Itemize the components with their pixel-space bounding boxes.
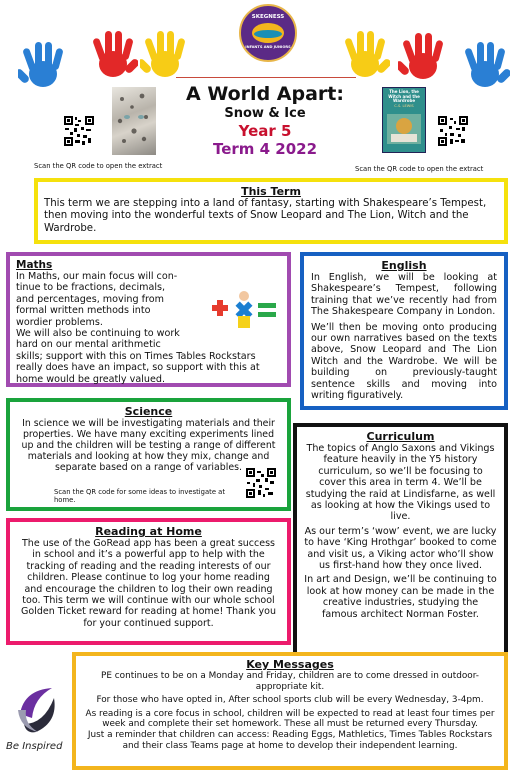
maths-line: In Maths, our main focus will con- xyxy=(16,271,178,282)
key-message: Just a reminder that children can access: Reading Eggs, Mathletics, Times Tables Rockstars and their class Teams page at home to develop their independent learning. xyxy=(87,729,493,751)
scan-caption-right: Scan the QR code to open the extract xyxy=(355,165,484,173)
science-box xyxy=(6,398,291,511)
curriculum-paragraph-1: The topics of Anglo Saxons and Vikings feature heavily in the Y5 history curriculum, so we’ll be focusing to cover this area in term 4. We’ll be studying the raid at Lindisfarne, as well as looking at how the Vikings used to live. xyxy=(305,443,496,523)
curriculum-box xyxy=(293,423,508,666)
this-term-body: This term we are stepping into a land of fantasy, starting with Shakespeare’s Tempest, then moving into the wonderful texts of Snow Leopard and The Lion, Witch and the Wardrobe. xyxy=(44,198,487,234)
maths-line: wordier problems. xyxy=(16,316,103,328)
qr-code-right xyxy=(438,116,468,146)
curriculum-paragraph-3: In art and Design, we’ll be continuing to look at how money can be made in the creative industries, studying the famous architect Norman Foster. xyxy=(304,574,497,620)
blue-hand-icon xyxy=(460,38,510,94)
science-heading: Science xyxy=(124,405,173,418)
curriculum-heading: Curriculum xyxy=(366,430,435,443)
reading-heading: Reading at Home xyxy=(95,525,202,538)
key-message: PE continues to be on a Monday and Friday, children are to come dressed in outdoor-appropriate kit. xyxy=(100,671,479,692)
school-logo xyxy=(239,4,297,62)
reading-body: The use of the GoRead app has been a great success in school and it’s a powerful app to help with the tracking of reading and the reading interests of our children. Please continue to log your home reading and encourage the children to log their own reading too. This term we will continue with our whole school Golden Ticket reward for reading at home! Thank you for your continued support. xyxy=(21,538,276,629)
this-term-box xyxy=(34,178,508,244)
english-paragraph-2: We’ll then be moving onto producing our own narratives based on the texts above, Snow Leopard and The Lion Witch and the Wardrobe. We will be building on previously-taught sentence skills and moving into writing figuratively. xyxy=(311,321,497,402)
book-title-text: The Lion, the Witch and the Wardrobe xyxy=(388,89,420,104)
english-paragraph-1: In English, we will be looking at Shakespeare’s Tempest, following training that we’ve recently had from The Shakespeare Company in London. xyxy=(311,272,497,318)
qr-code-left xyxy=(64,116,94,146)
science-qr-caption: Scan the QR code for some ideas to investigate at home. xyxy=(54,488,226,505)
key-message: As reading is a core focus in school, children will be expected to read at least four times per week and complete their set homework. These all must be returned every Thursday. xyxy=(85,708,495,730)
book-cover-image xyxy=(382,87,426,153)
yellow-hand-icon xyxy=(140,26,190,82)
key-messages-heading: Key Messages xyxy=(246,658,334,671)
be-inspired-logo-icon xyxy=(14,684,60,736)
footer-motto: Be Inspired xyxy=(6,741,63,752)
maths-symbols-icon xyxy=(208,290,280,330)
maths-heading: Maths xyxy=(16,259,53,271)
science-body: In science we will be investigating materials and their properties. We have many exciting experiments lined up and the children will be testing a range of different materials and looking at how they mix, change and separate based on a range of variables. xyxy=(21,418,276,473)
term-label: Term 4 2022 xyxy=(212,140,318,158)
reading-box xyxy=(6,518,291,645)
maths-line: and percentages, moving from xyxy=(16,293,164,305)
logo-text-top: SKEGNESS xyxy=(251,14,285,20)
scan-caption-left: Scan the QR code to open the extract xyxy=(34,162,163,170)
english-box xyxy=(300,252,508,410)
logo-text-bottom: INFANTS AND JUNIORS xyxy=(245,45,291,49)
year-label: Year 5 xyxy=(238,122,292,140)
curriculum-paragraph-2: As our term’s ‘wow’ event, we are lucky to have ‘King Hrothgar’ booked to come and visit us, a Viking actor who’ll show us first-hand how they once lived. xyxy=(304,525,497,572)
key-messages-box xyxy=(72,652,508,770)
maths-line: We will also be continuing to work xyxy=(16,328,180,340)
key-message: For those who have opted in, After school sports club will be every Wednesday, 3-4pm. xyxy=(96,695,484,706)
snow-leopard-image xyxy=(112,87,156,155)
page-title: A World Apart: xyxy=(186,83,344,105)
english-heading: English xyxy=(381,259,427,272)
maths-line: formal written methods into xyxy=(16,305,151,317)
maths-box xyxy=(6,252,291,387)
qr-code-science xyxy=(246,468,276,498)
book-author-text: C.S. LEWIS xyxy=(394,103,414,108)
page-subtitle: Snow & Ice xyxy=(224,106,306,121)
maths-line: tinue to be fractions, decimals, xyxy=(16,282,166,294)
red-hand-icon xyxy=(398,28,448,84)
logo-wave xyxy=(254,30,282,38)
blue-hand-icon xyxy=(18,38,68,94)
header-rule xyxy=(176,77,356,78)
red-hand-icon xyxy=(88,26,138,82)
maths-line: hard on our mental arithmetic xyxy=(16,339,161,351)
this-term-heading: This Term xyxy=(241,185,301,198)
yellow-hand-icon xyxy=(340,26,390,82)
maths-rest: skills; support with this on Times Tables Rockstars really does have an impact, so support with this at home would be greatly valued. xyxy=(16,350,260,385)
